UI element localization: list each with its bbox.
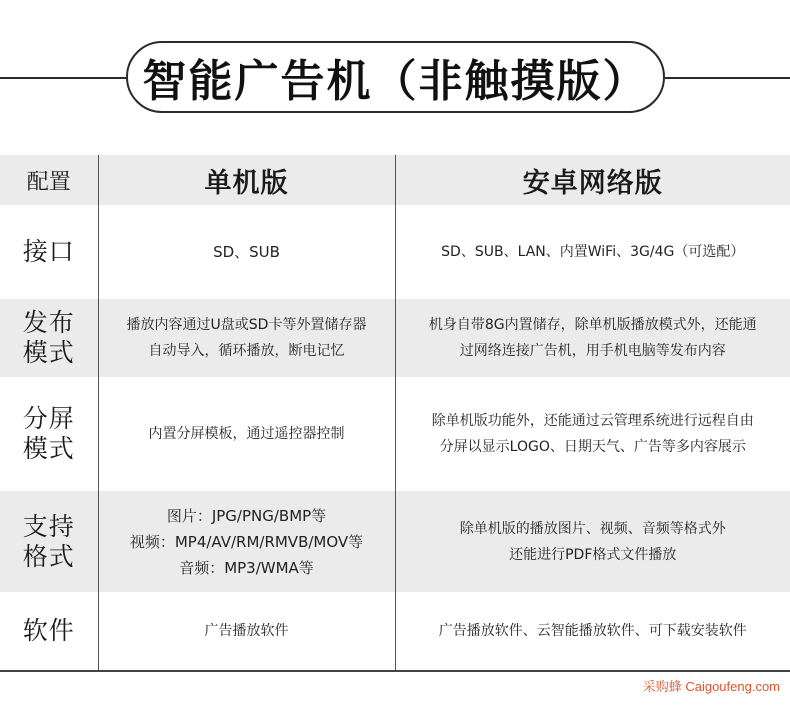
standalone-line: 图片：JPG/PNG/BMP等 bbox=[166, 506, 327, 525]
row-label-line: 模式 bbox=[22, 434, 75, 463]
standalone-cell bbox=[98, 377, 395, 491]
row-label bbox=[0, 377, 98, 491]
standalone-cell bbox=[98, 205, 395, 299]
network-line: 除单机版功能外，还能通过云管理系统进行远程自由 bbox=[431, 413, 754, 429]
header-config: 配置 bbox=[0, 155, 98, 205]
header-network: 安卓网络版 bbox=[395, 155, 790, 205]
row-label-line: 软件 bbox=[22, 616, 75, 645]
standalone-line: 播放内容通过U盘或SD卡等外置储存器 bbox=[126, 317, 367, 333]
network-line: 广告播放软件、云智能播放软件、可下载安装软件 bbox=[438, 623, 747, 639]
network-line: SD、SUB、LAN、内置WiFi、3G/4G（可选配） bbox=[441, 244, 745, 260]
row-label bbox=[0, 205, 98, 299]
row-label-line: 模式 bbox=[22, 338, 75, 367]
row-label-line: 接口 bbox=[22, 237, 75, 266]
header-standalone: 单机版 bbox=[98, 155, 395, 205]
row-label-line: 发布 bbox=[22, 308, 75, 337]
row-label-line: 支持 bbox=[22, 511, 75, 541]
network-line: 过网络连接广告机，用手机电脑等发布内容 bbox=[459, 343, 726, 359]
table-row-interface bbox=[0, 205, 790, 299]
standalone-cell bbox=[98, 491, 395, 592]
standalone-line: 内置分屏模板，通过遥控器控制 bbox=[148, 426, 345, 442]
table-header-row bbox=[0, 155, 790, 205]
table-bottom-rule bbox=[0, 670, 790, 672]
table-row-software bbox=[0, 592, 790, 670]
watermark-link[interactable]: 采购蜂 Caigoufeng.com bbox=[642, 679, 780, 694]
table-row-formats bbox=[0, 491, 790, 592]
standalone-cell bbox=[98, 592, 395, 670]
network-cell bbox=[395, 592, 790, 670]
title-rule-left bbox=[0, 77, 126, 79]
table-row-publish-mode bbox=[0, 299, 790, 377]
network-cell bbox=[395, 299, 790, 377]
standalone-line: 视频：MP4/AV/RM/RMVB/MOV等 bbox=[129, 532, 364, 551]
row-label-line: 格式 bbox=[22, 541, 75, 571]
network-line: 机身自带8G内置储存，除单机版播放模式外，还能通 bbox=[428, 317, 757, 333]
network-cell bbox=[395, 205, 790, 299]
spec-table bbox=[0, 155, 790, 670]
network-line: 分屏以显示LOGO、日期天气、广告等多内容展示 bbox=[439, 439, 746, 455]
network-line: 除单机版的播放图片、视频、音频等格式外 bbox=[459, 520, 726, 537]
page-title: 智能广告机（非触摸版） bbox=[126, 41, 665, 113]
row-label-line: 分屏 bbox=[22, 404, 75, 433]
row-label bbox=[0, 299, 98, 377]
network-cell bbox=[395, 491, 790, 592]
standalone-cell bbox=[98, 299, 395, 377]
table-row-split-mode bbox=[0, 377, 790, 491]
standalone-line: SD、SUB bbox=[213, 243, 280, 261]
row-label bbox=[0, 592, 98, 670]
standalone-line: 自动导入，循环播放，断电记忆 bbox=[148, 343, 345, 359]
network-line: 还能进行PDF格式文件播放 bbox=[509, 546, 677, 563]
row-label bbox=[0, 491, 98, 592]
network-cell bbox=[395, 377, 790, 491]
standalone-line: 广告播放软件 bbox=[204, 623, 289, 639]
title-rule-right bbox=[665, 77, 790, 79]
standalone-line: 音频：MP3/WMA等 bbox=[179, 558, 314, 577]
